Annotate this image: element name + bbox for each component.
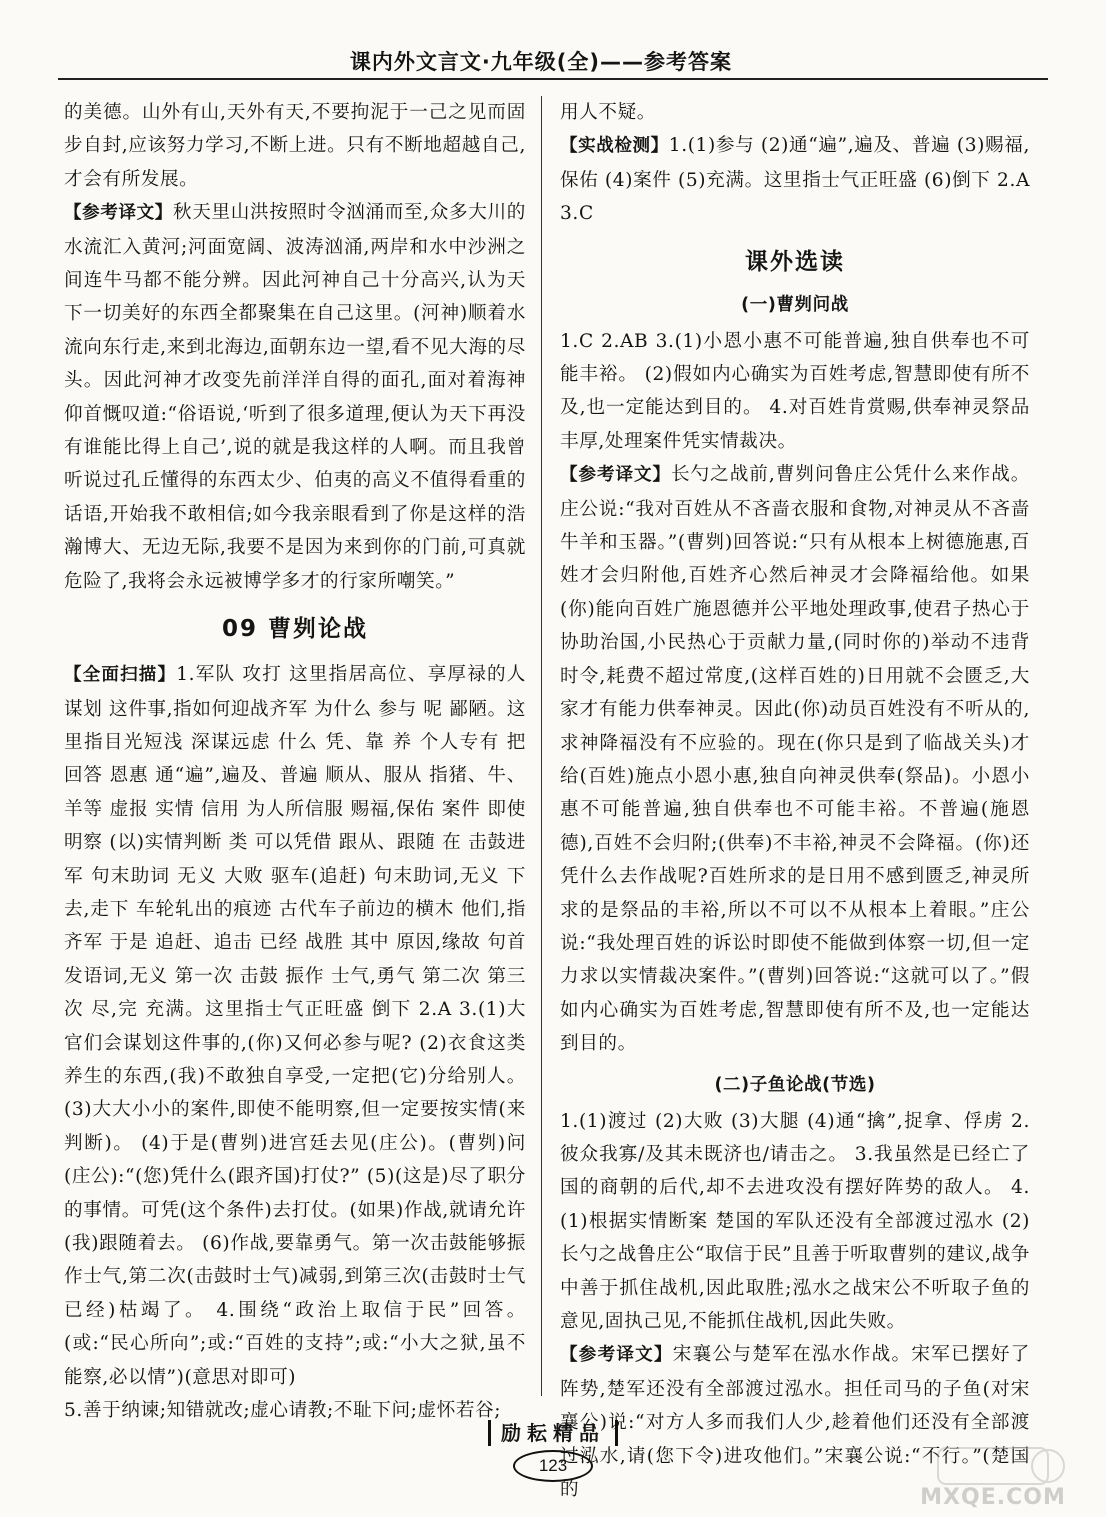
page-header xyxy=(58,40,1048,80)
watermark-text: MXQE.COM xyxy=(920,1485,1066,1510)
section-title-extra-reading: 课外选读 xyxy=(745,248,845,275)
right-paragraph-4 xyxy=(560,458,1030,1060)
left-paragraph-2-text: 秋天里山洪按照时令汹涌而至,众多大川的水流汇入黄河;河面宽阔、波涛汹涌,两岸和水中沙洲之间连牛马都不能分辨。因此河神自己十分高兴,认为天下一切美好的东西全都聚集在自己这里。(河神)顺着水流向东行走,来到北海边,面朝东边一望,看不见大海的尽头。因此河神才改变先前洋洋自得的面孔,面对着海神仰首慨叹道:“俗语说,‘听到了很多道理,便认为天下再没有谁能比得上自己’,说的就是我这样的人啊。而且我曾听说过孔丘懂得的东西太少、伯夷的高义不值得看重的话语,开始我不敢相信;如今我亲眼看到了你是这样的浩瀚博大、无边无际,我要不是因为来到你的门前,可真就危险了,我将会永远被博学多才的行家所嘲笑。” xyxy=(64,202,526,592)
header-title: 课内外文言文·九年级(全)——参考答案 xyxy=(349,50,732,74)
column-divider xyxy=(541,96,542,1396)
right-paragraph-2 xyxy=(560,129,1030,230)
left-paragraph-2 xyxy=(64,196,526,598)
reference-translation-label: 【参考译文】 xyxy=(64,203,173,224)
practice-test-label: 【实战检测】 xyxy=(560,136,669,157)
subsection-title-1: (一)曹刿问战 xyxy=(741,294,849,315)
right-paragraph-5: 1.(1)渡过 (2)大败 (3)大腿 (4)通“擒”,捉拿、俘虏 2.彼众我寡/及其未既济也/请击之。 3.我虽然是已经亡了国的商朝的后代,却不去进攻没有摆好阵势的敌人。 4.(1)根据实情断案 楚国的军队还没有全部渡过泓水 (2)长勺之战鲁庄公“取信于民”且善于听取曹刿的建议,战争中善于抓住战机,因此取胜;泓水之战宋公不听取子鱼的意见,固执己见,不能抓住战机,因此失败。 xyxy=(560,1110,1030,1332)
watermark xyxy=(898,1446,1088,1512)
brand-logo: 励耘精品 xyxy=(488,1420,618,1446)
left-paragraph-3-text: 1.军队 攻打 这里指居高位、享厚禄的人 谋划 这件事,指如何迎战齐军 为什么 参与 呢 鄙陋。这里指目光短浅 深谋远虑 什么 凭、靠 养 个人专有 把 回答 恩惠 通“遍”,遍及、普遍 顺从、服从 指猪、牛、羊等 虚报 实情 信用 为人所信服 赐福,保佑 案件 即使 明察 (以)实情判断 类 可以凭借 跟从、跟随 在 击鼓进军 句末助词 无义 大败 驱车(追赶) 句末助词,无义 下去,走下 车轮轧出的痕迹 古代车子前边的横木 他们,指齐军 于是 追赶、追击 已经 战胜 其中 原因,缘故 句首发语词,无义 第一次 击鼓 振作 士气,勇气 第二次 第三次 尽,完 充满。这里指士气正旺盛 倒下 2.A 3.(1)大官们会谋划这件事的,(你)又何必参与呢? (2)衣食这类养生的东西,(我)不敢独自享受,一定把(它)分给别人。 (3)大大小小的案件,即使不能明察,但一定要按实情(来判断)。 (4)于是(曹刿)进宫廷去见(庄公)。(曹刿)问(庄公):“(您)凭什么(跟齐国)打仗?” (5)(这是)尽了职分的事情。可凭(这个条件)去打仗。(如果)作战,就请允许(我)跟随着去。 (6)作战,要靠勇气。第一次击鼓能够振作士气,第二次(击鼓时士气)减弱,到第三次(击鼓时士气已经)枯竭了。 4.围绕“政治上取信于民”回答。(或:“民心所向”;或:“百姓的支持”;或:“小大之狱,虽不能察,必以情”)(意思对即可) xyxy=(64,664,526,1388)
right-paragraph-3: 1.C 2.AB 3.(1)小恩小惠不可能普遍,独自供奉也不可能丰裕。 (2)假如内心确实为百姓考虑,智慧即使有所不及,也一定能达到目的。 4.对百姓肯赏赐,供奉神灵祭品丰厚,处理案件凭实情裁决。 xyxy=(560,330,1030,452)
right-column xyxy=(560,96,1030,1506)
left-paragraph-1: 的美德。山外有山,天外有天,不要拘泥于一己之见而固步自封,应该努力学习,不断上进。只有不断地超越自己,才会有所发展。 xyxy=(64,102,526,190)
page-number: 123 xyxy=(513,1450,593,1482)
left-paragraph-4: 5.善于纳谏;知错就改;虚心请教;不耻下问;虚怀若谷; xyxy=(64,1400,502,1422)
subsection-title-2: (二)子鱼论战(节选) xyxy=(714,1074,876,1095)
right-paragraph-2-text: 1.(1)参与 (2)通“遍”,遍及、普遍 (3)赐福,保佑 (4)案件 (5)充满。这里指士气正旺盛 (6)倒下 2.A 3.C xyxy=(560,135,1030,225)
right-paragraph-4-text: 长勺之战前,曹刿问鲁庄公凭什么来作战。庄公说:“我对百姓从不吝啬衣服和食物,对神灵从不吝啬牛羊和玉器。”(曹刿)回答说:“只有从根本上树德施惠,百姓才会归附他,百姓齐心然后神灵才会降福给他。如果(你)能向百姓广施恩德并公平地处理政事,使君子热心于协助治国,小民热心于贡献力量,(同时你的)举动不违背时令,耗费不超过常度,(这样百姓的)日用就不会匮乏,大家才有能力供奉神灵。因此(你)动员百姓没有不听从的,求神降福没有不应验的。现在(你只是到了临战关头)才给(百姓)施点小恩小惠,独自向神灵供奉(祭品)。小恩小惠不可能普遍,独自供奉也不可能丰裕。不普遍(施恩德),百姓不会归附;(供奉)不丰裕,神灵不会降福。(你)还凭什么去作战呢?百姓所求的是日用不感到匮乏,神灵所求的是祭品的丰裕,所以不可以不从根本上着眼。”庄公说:“我处理百姓的诉讼时即使不能做到体察一切,但一定力求以实情裁决案件。”(曹刿)回答说:“这就可以了。”假如内心确实为百姓考虑,智慧即使有所不及,也一定能达到目的。 xyxy=(560,464,1030,1055)
left-paragraph-3 xyxy=(64,658,526,1394)
full-scan-label: 【全面扫描】 xyxy=(64,665,177,686)
right-paragraph-6-text: 宋襄公与楚军在泓水作战。宋军已摆好了阵势,楚军还没有全部渡过泓水。担任司马的子鱼(对宋襄公)说:“对方人多而我们人少,趁着他们还没有全部渡过泓水,请(您下令)进攻他们。”宋襄公说:“不行。”(楚国的 xyxy=(560,1344,1030,1501)
right-paragraph-1: 用人不疑。 xyxy=(560,102,656,123)
left-column xyxy=(64,96,526,1427)
section-title-09: 09 曹刿论战 xyxy=(221,616,368,643)
reference-translation-label-2: 【参考译文】 xyxy=(560,465,671,486)
reference-translation-label-3: 【参考译文】 xyxy=(560,1345,673,1366)
